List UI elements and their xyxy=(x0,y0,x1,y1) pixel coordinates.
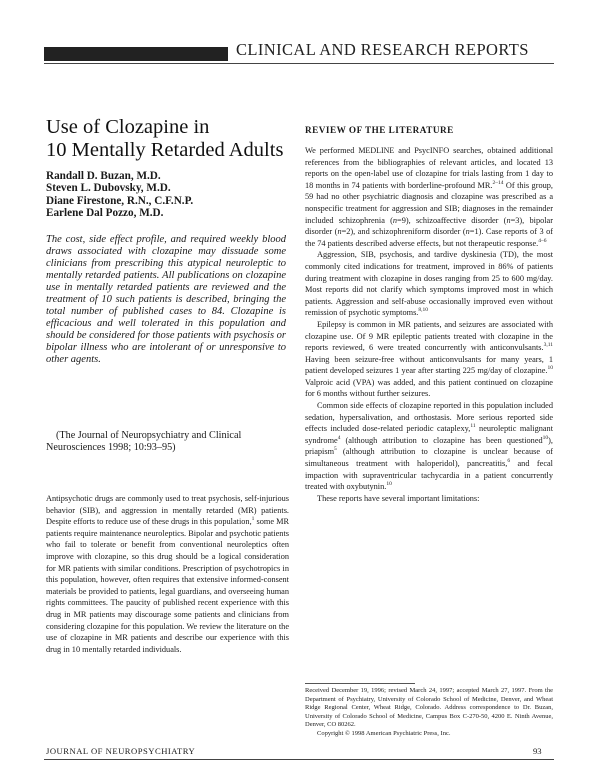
reference-marker: 6 xyxy=(507,458,511,465)
title-line: 10 Mentally Retarded Adults xyxy=(46,139,284,161)
reference-marker: 2–14 xyxy=(492,180,504,187)
reference-marker: 1 xyxy=(251,516,255,523)
medline-term: MEDLINE xyxy=(358,146,395,155)
text: (although attribution to clozapine is unclear because of simultaneous treatment with haloperidol), pancreatitis, xyxy=(305,447,553,469)
footnote-divider xyxy=(305,683,415,684)
text: ), priapism xyxy=(305,435,553,457)
text: =9), schizoaffective disorder ( xyxy=(397,215,507,225)
paragraph xyxy=(305,400,553,493)
n-symbol: n xyxy=(506,215,511,225)
introduction-paragraph xyxy=(46,493,289,655)
running-footer-journal: JOURNAL OF NEUROPSYCHIATRY xyxy=(46,746,196,756)
text: Valproic acid (VPA) was added, and this patient continued on clozapine for 6 months without further seizures. xyxy=(305,377,553,399)
n-symbol: n xyxy=(465,227,470,237)
n-symbol: n xyxy=(392,215,398,225)
footnote-text: Received December 19, 1996; revised March 24, 1997; accepted March 27, 1997. From the Department of Psychiatry, University of Colorado School of Medicine, Denver, and Wheat Ridge Regional Center, Wheat Ridge, Colorado. Address correspondence to Dr. Buzan, University of Colorado School of Medicine, Campus Box C-270-50, 4200 E. Ninth Avenue, Denver, CO 80262. xyxy=(305,687,553,729)
citation-line: Neurosciences 1998; 10:93–95) xyxy=(46,441,176,453)
article-title xyxy=(46,116,286,162)
journal-citation xyxy=(46,430,286,454)
author-list xyxy=(46,170,286,220)
text: and PsycINFO searches, obtained additional references from the bibliographies of relevant articles, and located 13 reports on the open-label use of clozapine for trials lasting from 1 day to 18 months in 74 patients with borderline-profound MR. xyxy=(305,146,553,190)
author: Diane Firestone, R.N., C.F.N.P. xyxy=(46,194,194,207)
text: =1). Case reports of 3 of the 74 patients described adverse effects, but not therapeutic response. xyxy=(305,227,553,248)
reference-marker: 4–6 xyxy=(538,237,547,244)
author: Earlene Dal Pozzo, M.D. xyxy=(46,207,164,220)
paragraph: These reports have several important limitations: xyxy=(317,493,480,503)
reference-marker: 8,10 xyxy=(418,307,429,314)
text: Epilepsy is common in MR patients, and seizures are associated with clozapine use. Of 9 MR epileptic patients treated with clozapine in the reports reviewed, 6 were treated concurrently with anticonvulsants. xyxy=(305,319,553,353)
reference-marker: 4 xyxy=(337,435,341,442)
literature-review xyxy=(305,145,553,504)
text: =2), and schizophreniform disorder ( xyxy=(341,227,466,237)
paragraph xyxy=(305,145,553,249)
reference-marker: 11 xyxy=(470,423,476,430)
n-symbol: n xyxy=(337,227,342,237)
citation-line: (The Journal of Neuropsychiatry and Clinical xyxy=(56,430,242,441)
paragraph xyxy=(305,319,553,400)
reference-marker: 10 xyxy=(386,481,392,488)
header-divider xyxy=(44,63,554,64)
section-header-bar xyxy=(44,47,228,61)
intro-text: some MR patients require maintenance neuroleptics. Bipolar and psychotic patients who fail to tolerate or benefit from conventional neuroleptics often improve with clozapine, so this drug should be a logical consideration for MR patients with similar conditions. Prescription of psychotropics in this population, however, often requires that extensive informed-consent materials be provided to patients, legal guardians, and overseeing human rights committees. The paucity of published recent experience with this drug in MR patients may discourage some patients and clinicians from considering clozapine for this population. We review the literature on the use of clozapine in MR patients and describe our experience with this drug in 10 mentally retarded individuals. xyxy=(46,517,289,654)
section-header: CLINICAL AND RESEARCH REPORTS xyxy=(236,40,529,59)
text: Common side effects of clozapine reported in this population included sedation, hypersalivation, and orthostasis. More serious reported side effects included dose-related periodic cataplexy, xyxy=(305,401,553,434)
text: We performed xyxy=(305,146,359,155)
reference-marker: 10 xyxy=(547,365,553,372)
reference-marker: 3,11 xyxy=(543,342,553,349)
author: Steven L. Dubovsky, M.D. xyxy=(46,182,171,195)
reference-marker: 5 xyxy=(334,446,337,453)
paragraph xyxy=(305,249,553,319)
title-line: Use of Clozapine in xyxy=(46,116,210,138)
text: and fecal impaction with supraventricular tachycardia in a patient concurrently treated with oxybutynin. xyxy=(305,459,553,492)
text: neuroleptic malignant syndrome xyxy=(305,424,553,445)
text: (although attribution to clozapine has been questioned xyxy=(340,435,543,445)
text: Aggression, SIB, psychosis, and tardive dyskinesia (TD), the most commonly cited indications for treatment, improved in 86% of patients during treatment with clozapine in doses ranging from 25 to 600 mg/day. Most reports did not clarify which symptoms improved most in which patients. Aggression and self-abuse occasionally improved even without remission of psychotic symptoms. xyxy=(305,250,553,318)
footnote xyxy=(305,687,553,739)
text: Of this group, 59 had no other psychiatric diagnosis and clozapine was prescribed as a nonspecific treatment for aggression and SIB; diagnoses in the remainder included schizophrenia ( xyxy=(305,180,553,225)
abstract: The cost, side effect profile, and required weekly blood draws associated with clozapine may dissuade some clinicians from prescribing this atypical neuroleptic to mentally retarded patients. All publications on clozapine use in mentally retarded patients are reviewed and the treatment of 10 such patients is described, bringing the total number of published cases to 84. Clozapine is efficacious and well tolerated in this population and should be considered for those patients with psychosis or bipolar illness who are intolerant of or unresponsive to other agents. xyxy=(46,234,286,365)
intro-text: Antipsychotic drugs are commonly used to treat psychosis, self-injurious behavior (SIB), and aggression in mentally retarded (MR) patients. Despite efforts to reduce use of these drugs in this population, xyxy=(46,494,289,527)
text: Having been seizure-free without anticonvulsants for many years, 1 patient developed seizures 1 year after starting 225 mg/day of clozapine. xyxy=(305,354,553,376)
reference-marker: 10 xyxy=(542,435,549,442)
copyright: Copyright © 1998 American Psychiatric Press, Inc. xyxy=(317,729,451,737)
text: =3), bipolar disorder ( xyxy=(305,215,553,237)
section-heading: REVIEW OF THE LITERATURE xyxy=(305,125,454,135)
author: Randall D. Buzan, M.D. xyxy=(46,170,161,182)
page-number: 93 xyxy=(533,746,542,756)
footer-divider xyxy=(44,759,554,760)
